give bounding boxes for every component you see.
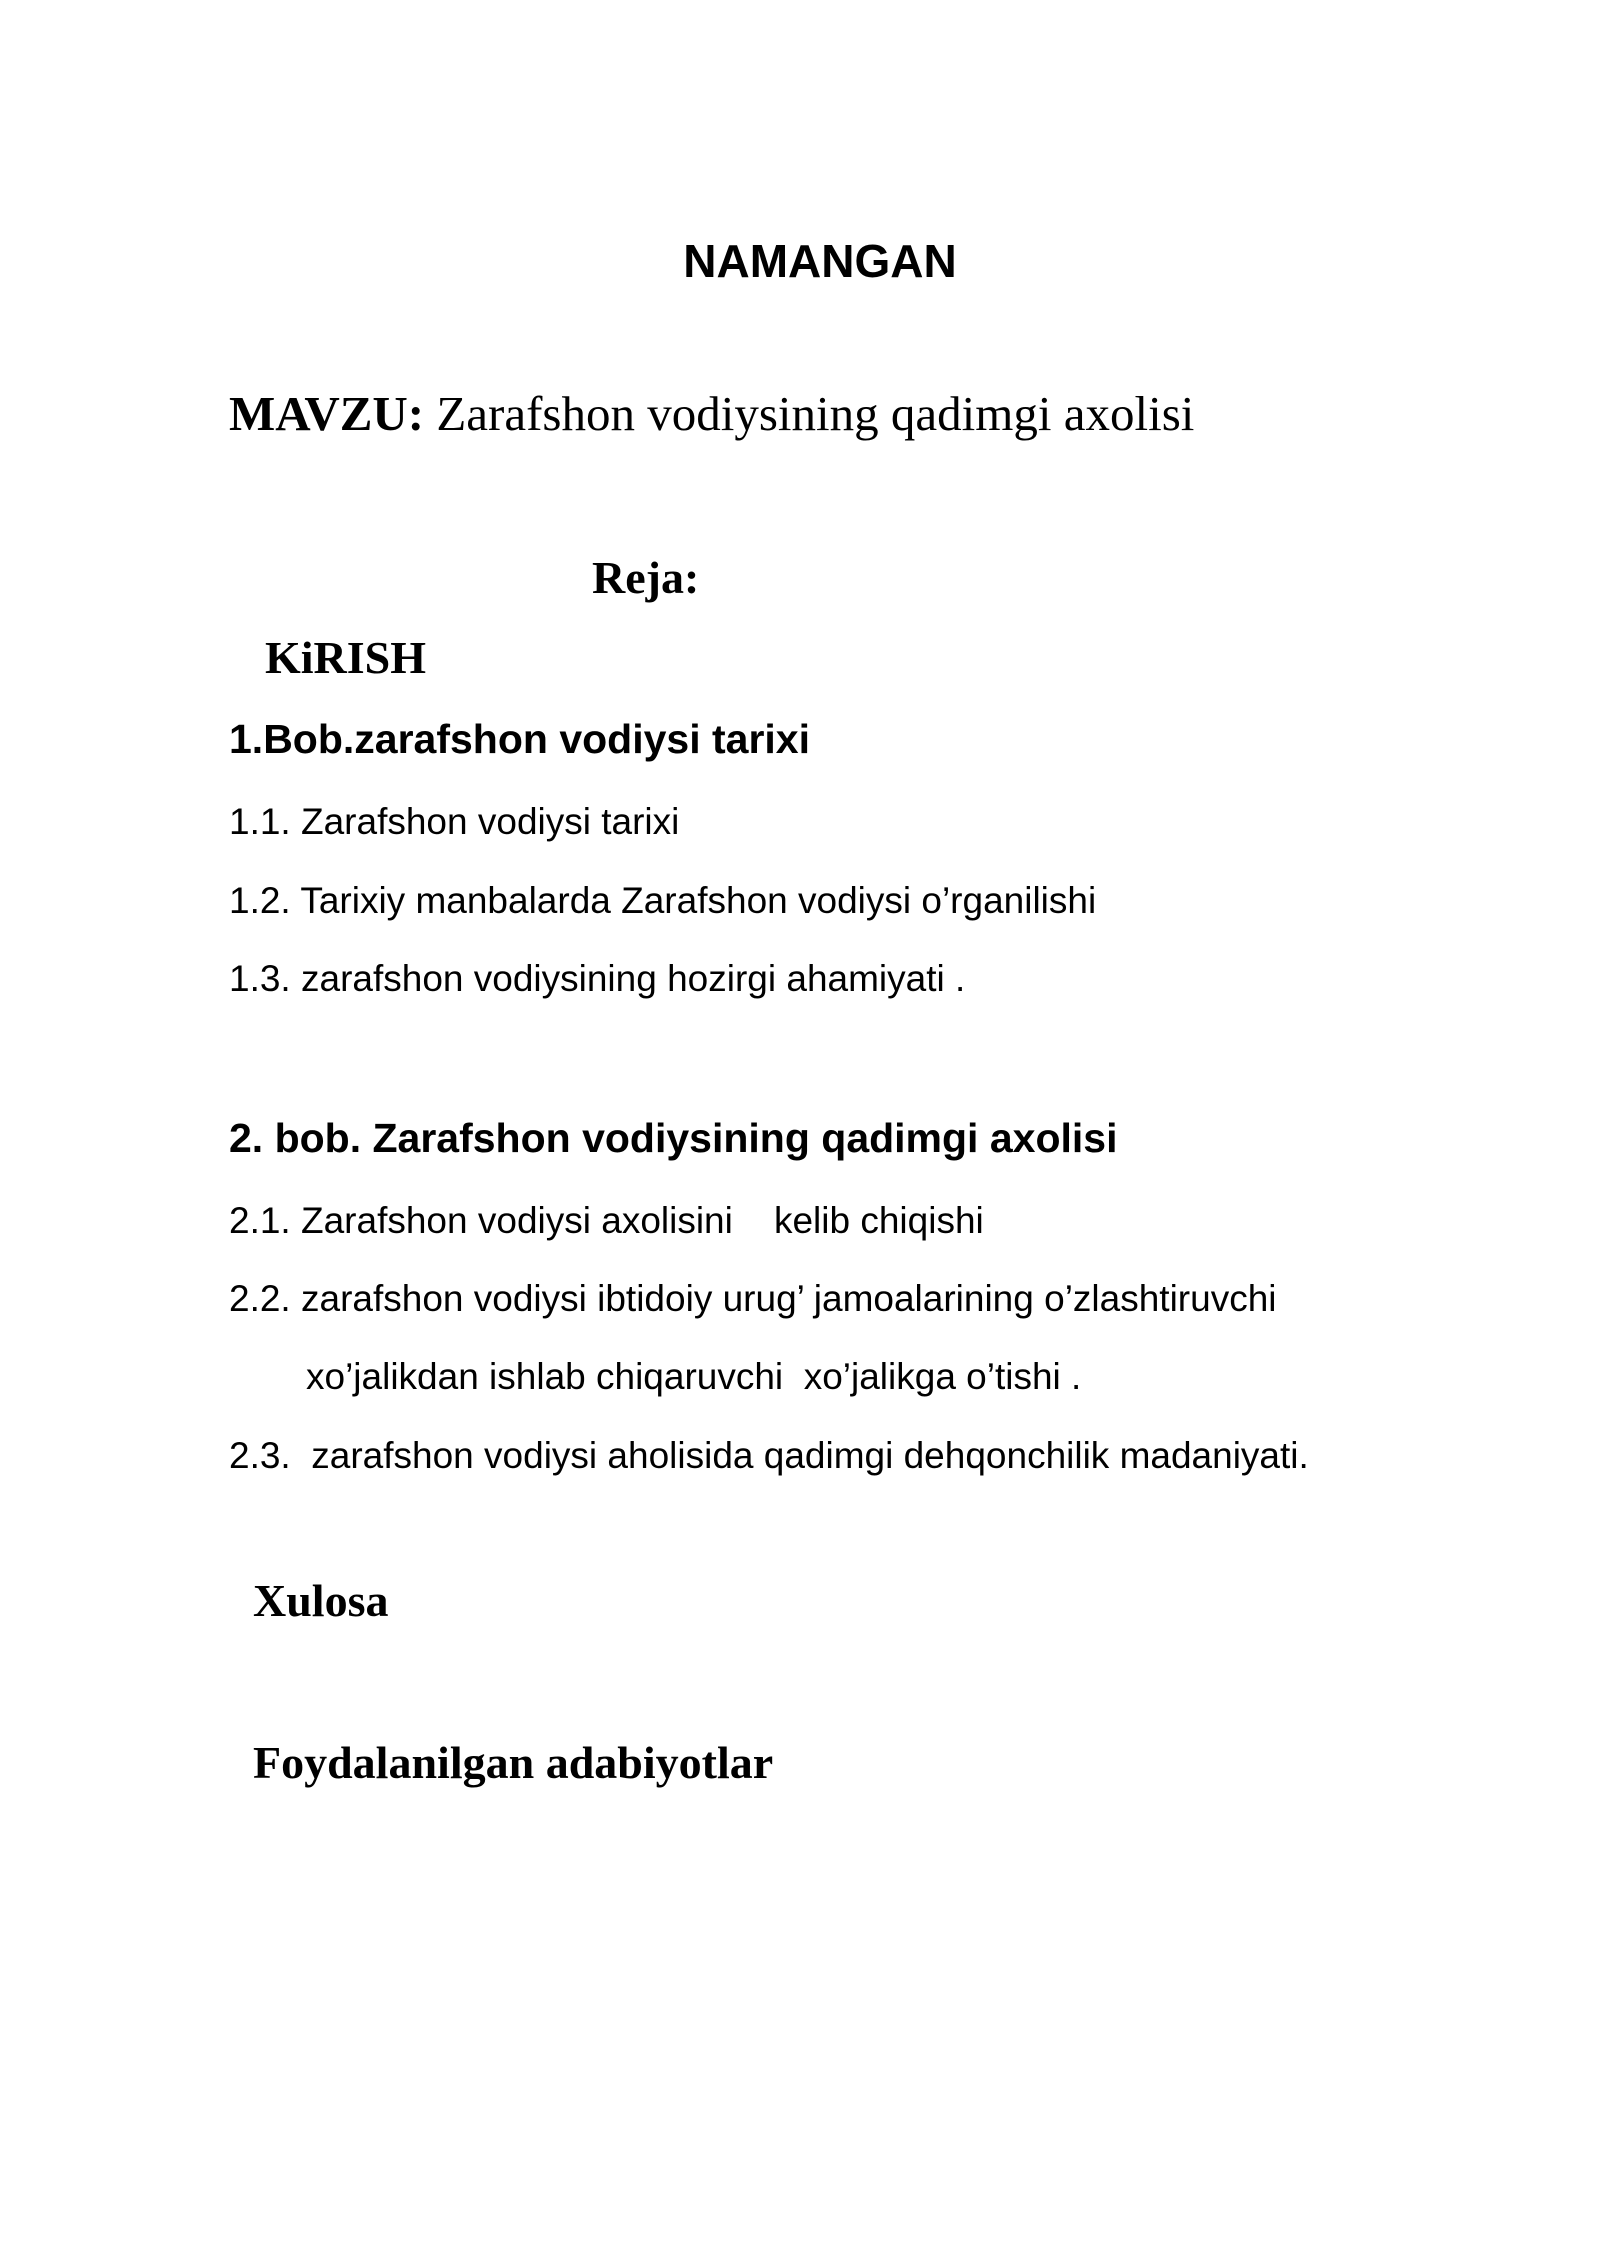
list-item: 1.3. zarafshon vodiysining hozirgi ahamiyati . xyxy=(229,958,966,999)
list-item: 2.1. Zarafshon vodiysi axolisini kelib chiqishi xyxy=(229,1200,984,1241)
introduction-heading: KiRISH xyxy=(265,632,427,683)
list-item-continuation: xo’jalikdan ishlab chiqaruvchi xo’jalikga o’tishi . xyxy=(306,1356,1082,1397)
conclusion-heading: Xulosa xyxy=(253,1575,389,1626)
references-heading: Foydalanilgan adabiyotlar xyxy=(253,1737,774,1788)
list-item: 1.1. Zarafshon vodiysi tarixi xyxy=(229,801,680,842)
list-item: 1.2. Tarixiy manbalarda Zarafshon vodiysi o’rganilishi xyxy=(229,880,1097,921)
topic-line xyxy=(229,386,1195,441)
page-title: NAMANGAN xyxy=(683,235,957,287)
chapter-2-heading: 2. bob. Zarafshon vodiysining qadimgi axolisi xyxy=(229,1115,1118,1161)
plan-heading: Reja: xyxy=(592,552,700,603)
topic-label: MAVZU: xyxy=(229,386,425,441)
list-item: 2.3. zarafshon vodiysi aholisida qadimgi dehqonchilik madaniyati. xyxy=(229,1435,1309,1476)
list-item: 2.2. zarafshon vodiysi ibtidoiy urug’ jamoalarining o’zlashtiruvchi xyxy=(229,1278,1277,1319)
topic-text: Zarafshon vodiysining qadimgi axolisi xyxy=(424,386,1195,441)
chapter-1-heading: 1.Bob.zarafshon vodiysi tarixi xyxy=(229,716,810,762)
